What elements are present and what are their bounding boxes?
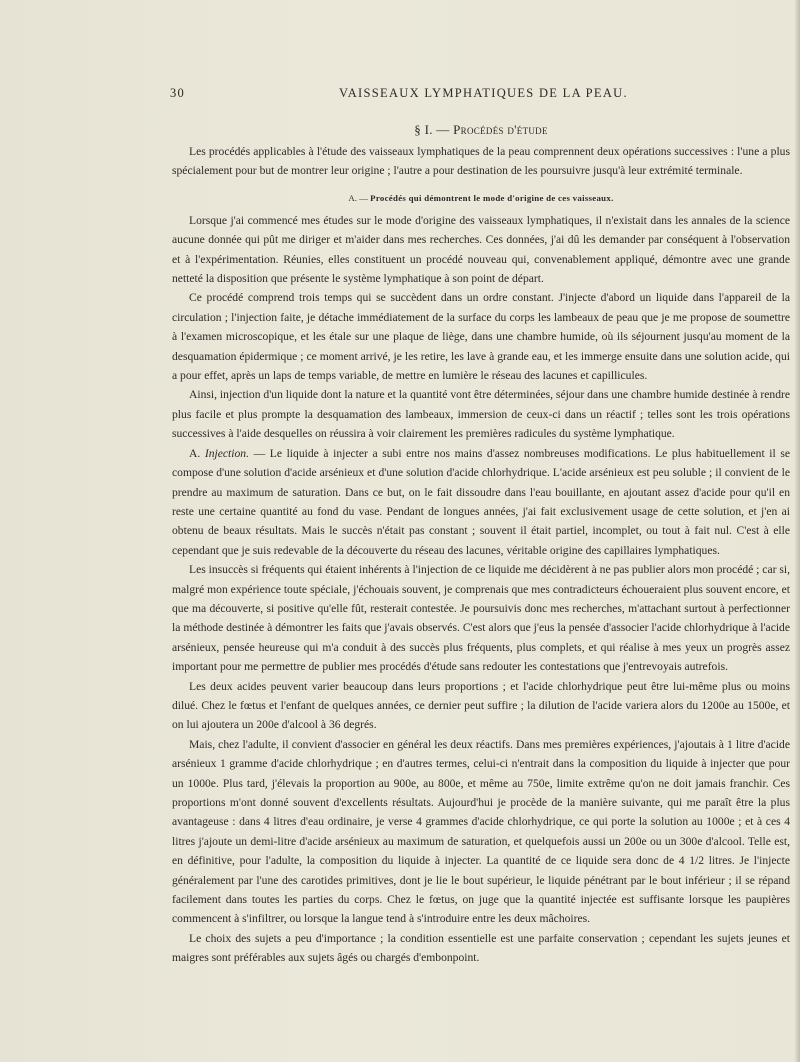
paragraph: Le choix des sujets a peu d'importance ; la condition essentielle est une parfaite conservation ; cependant les sujets jeunes et maigres sont préférables aux sujets âgés ou chargés d'embonpoint. <box>172 931 790 965</box>
subsection-label: A. — <box>348 192 371 203</box>
running-title: VAISSEAUX LYMPHATIQUES DE LA PEAU. <box>339 86 628 100</box>
paragraph-label: A. <box>189 446 205 460</box>
subsection-title: Procédés qui démontrent le mode d'origine de ces vaisseaux. <box>370 192 614 203</box>
paragraph: Lorsque j'ai commencé mes études sur le mode d'origine des vaisseaux lymphatiques, il n'existait dans les annales de la science aucune donnée qui pût me diriger et m'aider dans mes recherches. Ces données, j'ai dû les demander par conséquent à l'observation et à l'expérimentation. Réunies, elles constituent un procédé nouveau qui, convenablement appliqué, démontre avec une grande netteté la disposition que présente le système lymphatique à son point de départ. <box>172 213 790 286</box>
paragraph: Ce procédé comprend trois temps qui se succèdent dans un ordre constant. J'injecte d'abord un liquide dans l'appareil de la circulation ; l'injection faite, je détache immédiatement de la surface du corps les lambeaux de peau que je me propose de soumettre à l'examen microscopique, et les étale sur une plaque de liège, dans une chambre humide, où ils séjournent jusqu'au moment de la desquamation épidermique ; ce moment arrivé, je les retire, les lave à grande eau, et les immerge ensuite dans une solution acide, qui a pour effet, après un laps de temps variable, de mettre en lumière le réseau des lacunes et capillicules. <box>172 291 790 383</box>
subsection-heading <box>172 192 790 204</box>
body-text <box>172 142 790 968</box>
paragraph-italic-title: Injection. <box>204 446 249 460</box>
page-header <box>170 86 790 106</box>
paragraph-injection <box>172 444 790 560</box>
paragraph: Ainsi, injection d'un liquide dont la nature et la quantité vont être déterminées, séjour dans une chambre humide destinée à rendre plus facile et plus prompte la desquamation des lambeaux, immersion de ceux-ci dans un réactif ; telles sont les trois opérations successives à l'aide desquelles on réussira à voir clairement les premières radicules du système lymphatique. <box>172 388 790 441</box>
intro-paragraph: Les procédés applicables à l'étude des vaisseaux lymphatiques de la peau comprennent deux opérations successives : l'une a plus spécialement pour but de montrer leur origine ; l'autre a pour destination de les poursuivre jusqu'à leur extrémité terminale. <box>172 145 790 178</box>
section-number: § I. — <box>414 122 454 137</box>
section-title-text: Procédés d'étude <box>453 122 548 137</box>
paragraph-text: — Le liquide à injecter a subi entre nos mains d'assez nombreuses modifications. Le plus habituellement il se compose d'une solution d'acide arsénieux et d'une solution d'acide chlorhydrique. L'acide arsénieux est peu soluble ; il convient de le prendre au maximum de saturation. Dans ce but, on le fait dissoudre dans l'eau bouillante, en ajoutant assez d'acide pour qu'il en reste une certaine quantité au fond du vase. Pendant de longues années, j'ai fait exclusivement usage de cette solution, et j'en ai obtenu de beaux résultats. Mais le succès n'était pas constant ; souvent il était partiel, incomplet, ou tout à fait nul. C'est à elle cependant que je suis redevable de la découverte du réseau des lacunes, véritable origine des capillaires lymphatiques. <box>172 446 790 557</box>
page-number: 30 <box>170 86 185 100</box>
paragraph: Mais, chez l'adulte, il convient d'associer en général les deux réactifs. Dans mes premières expériences, j'ajoutais à 1 litre d'acide arsénieux 1 gramme d'acide chlorhydrique ; en d'autres termes, celui-ci n'entrait dans la composition du liquide à injecter que pour un 1000e. Plus tard, j'élevais la proportion au 900e, au 800e, et même au 750e, limite extrême qu'on ne doit jamais franchir. Ces proportions m'ont donné souvent d'excellents résultats. Aujourd'hui je procède de la manière suivante, qui me paraît être la plus avantageuse : dans 4 litres d'eau ordinaire, je verse 4 grammes d'acide chlorhydrique, ce qui porte la solution au 1000e ; et à ces 4 litres j'ajoute un demi-litre d'acide arsénieux au maximum de saturation, et quelquefois aussi un 200e ou un 300e d'alcool. Telle est, en définitive, pour l'adulte, la composition du liquide à injecter. La quantité de ce liquide sera donc de 4 1/2 litres. Je l'injecte généralement par l'une des carotides primitives, dont je lie le bout supérieur, le liquide pénétrant par le bout inférieur ; il se répand facilement dans toutes les parties du corps. Chez le fœtus, on juge que la quantité injectée est suffisante lorsque les paupières commencent à s'infiltrer, ou lorsque la langue tend à s'introduire entre les deux mâchoires. <box>172 737 790 926</box>
section-title <box>170 122 792 138</box>
paragraph: Les deux acides peuvent varier beaucoup dans leurs proportions ; et l'acide chlorhydrique peut être lui-même plus ou moins dilué. Chez le fœtus et l'enfant de quelques années, ce dernier peut suffire ; la dilution de l'acide variera alors du 1200e au 1500e, et on lui ajoutera un 200e d'alcool à 36 degrés. <box>172 679 790 732</box>
page-edge-shadow <box>794 0 800 1062</box>
paragraph: Les insuccès si fréquents qui étaient inhérents à l'injection de ce liquide me décidèrent à ne pas publier alors mon procédé ; car si, malgré mon expérience toute spéciale, j'échouais souvent, je comprenais que mes contradicteurs échoueraient plus souvent encore, et que ma découverte, si positive qu'elle fût, resterait contestée. Je poursuivis donc mes recherches, m'attachant surtout à perfectionner la méthode destinée à démontrer les faits que j'avais observés. C'est alors que j'eus la pensée d'associer l'acide chlorhydrique à l'acide arsénieux, pensée heureuse qui m'a conduit à des succès plus fréquents, plus complets, et qui réalise à mes yeux un progrès assez important pour me permettre de publier mes procédés d'étude sans redouter les contestations que j'entrevoyais autrefois. <box>172 563 790 674</box>
